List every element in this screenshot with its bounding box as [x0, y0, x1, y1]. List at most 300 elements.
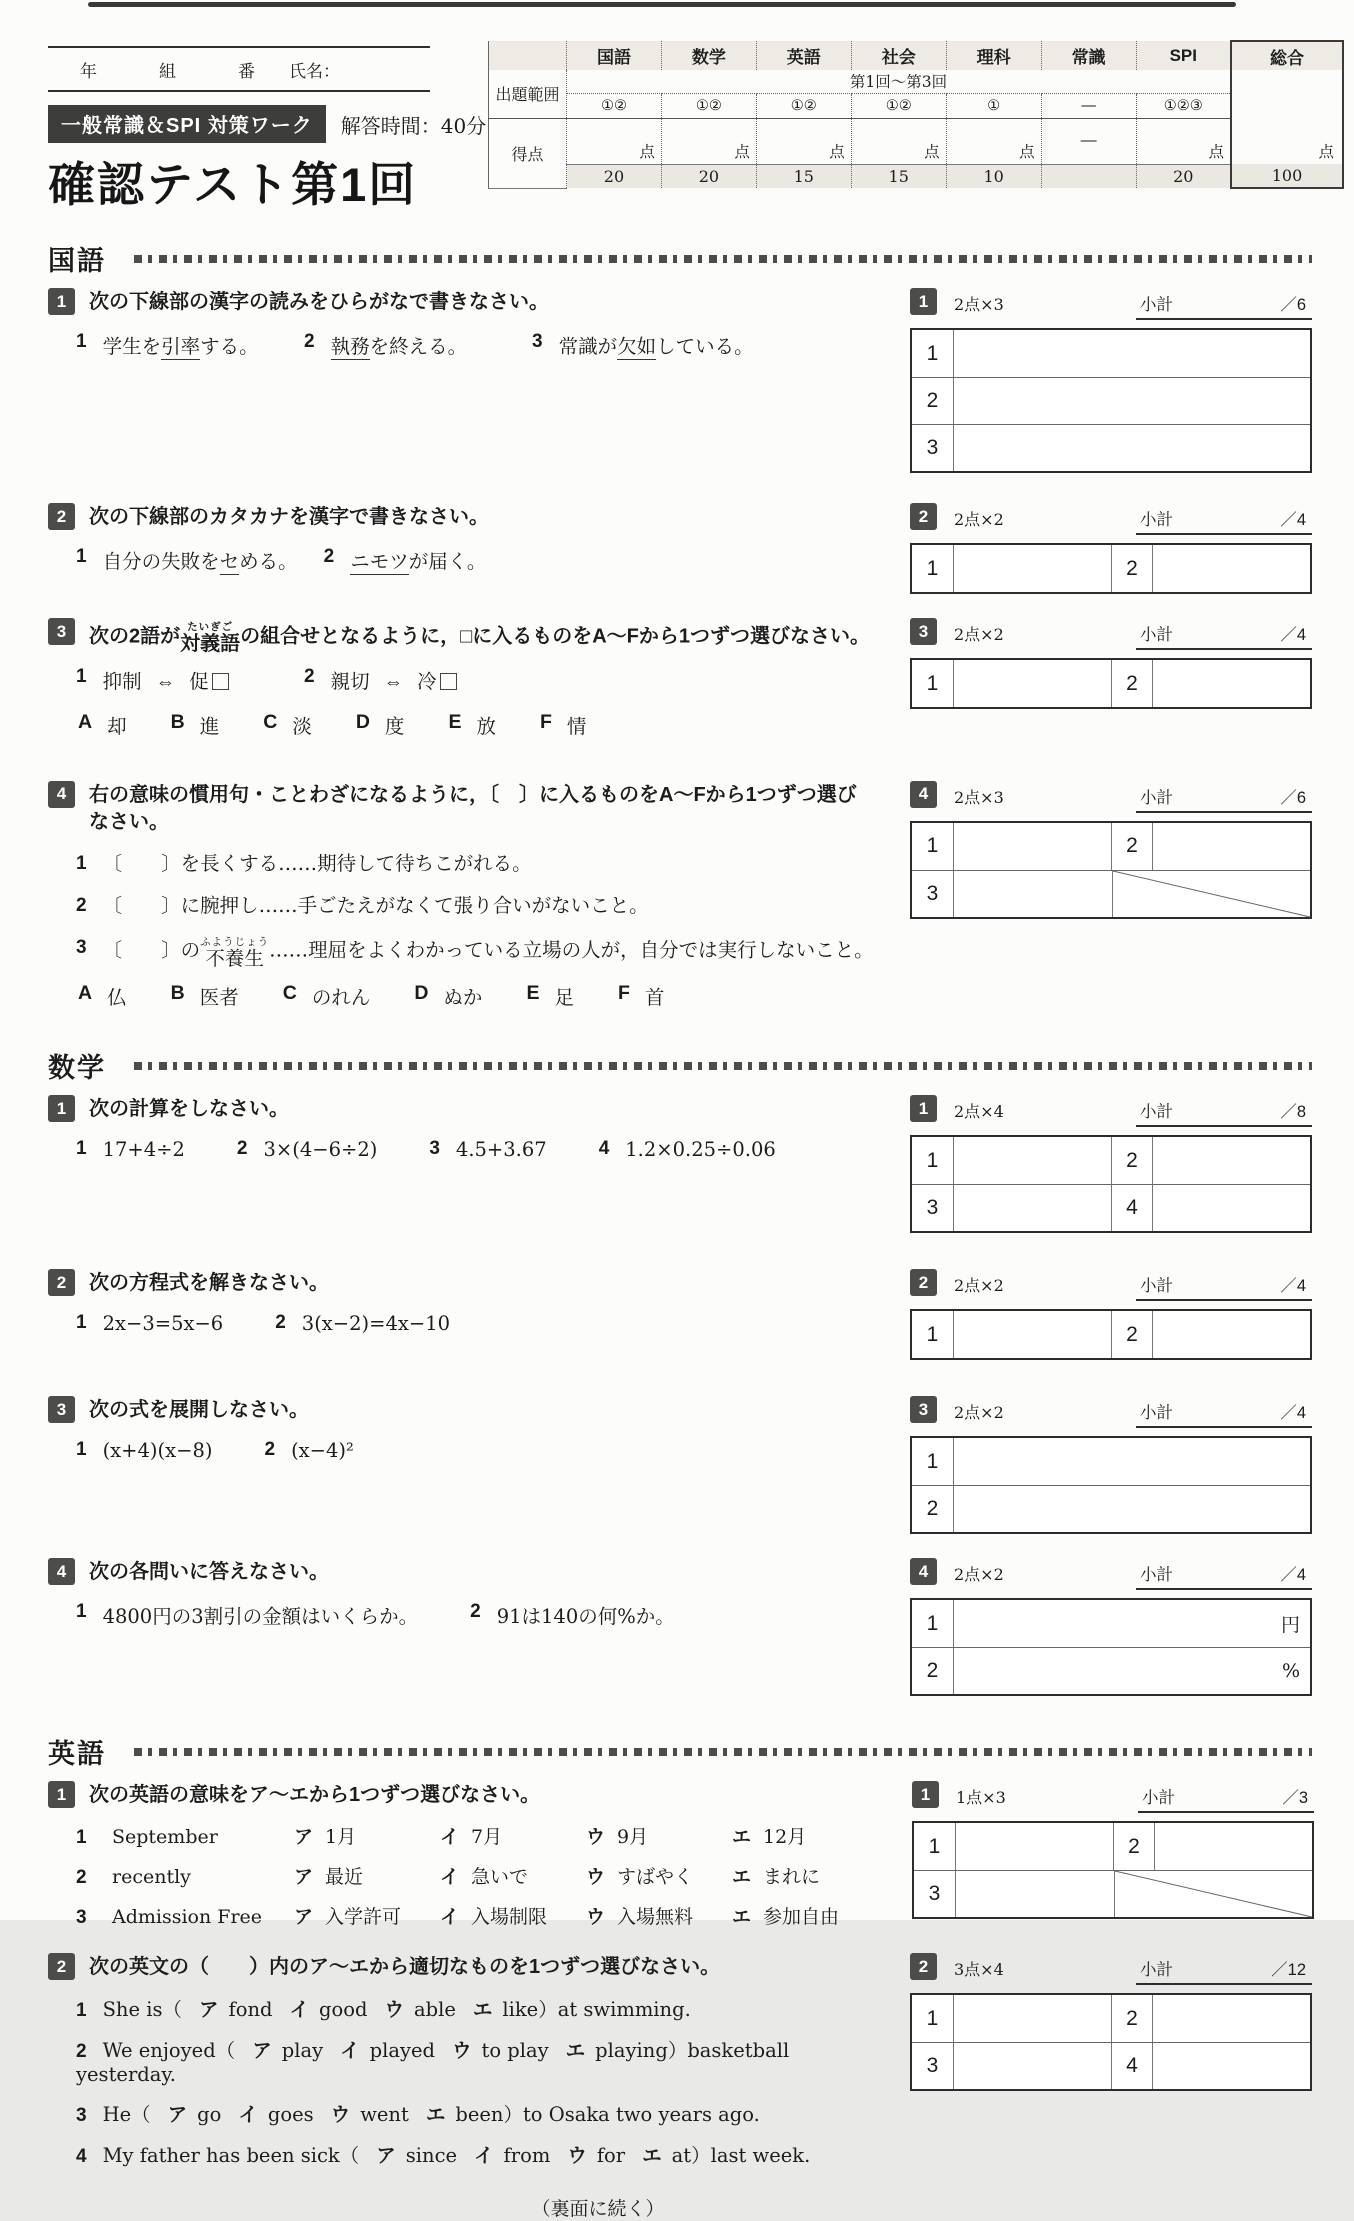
math-q2 [48, 1269, 910, 1335]
answer-box-math-4 [910, 1558, 1312, 1696]
question-prompt: 次の英語の意味をア〜エから1つずつ選びなさい。 [89, 1784, 541, 1807]
cell-label: 3 [912, 1185, 954, 1231]
score-row-label: 得点 [489, 118, 567, 188]
kokugo-q3-group [48, 618, 1312, 739]
blank-box [440, 673, 457, 690]
answer-grid [910, 658, 1312, 709]
question-number-badge: 4 [48, 781, 75, 808]
subject-header: SPI [1136, 41, 1231, 70]
score-input-cell[interactable]: 点 [567, 118, 662, 164]
answer-cell[interactable] [954, 823, 1111, 870]
cell-label: 3 [912, 871, 954, 917]
range-mark: ①② [756, 93, 851, 118]
subtotal-outof: ／12 [1271, 1961, 1306, 1980]
choice: F 情 [539, 710, 587, 738]
answer-box-number: 1 [912, 1781, 939, 1808]
total-header: 総合 [1231, 41, 1343, 70]
max-points [1041, 164, 1136, 188]
answer-box-number: 2 [910, 1269, 937, 1296]
subtotal-label: 小計 [1140, 511, 1173, 529]
answer-cell[interactable] [1153, 1137, 1310, 1184]
question-prompt: 次の計算をしなさい。 [89, 1098, 289, 1121]
item-number: 2 [323, 546, 335, 567]
answer-box-kokugo-4 [910, 781, 1312, 919]
underlined-katakana: ニモツ [350, 550, 409, 573]
subtotal-outof: ／4 [1280, 1277, 1306, 1296]
subtotal-label: 小計 [1140, 1961, 1173, 1980]
cell-label: 1 [912, 660, 954, 707]
question-number-badge: 2 [48, 1269, 75, 1296]
math-q1 [48, 1095, 910, 1161]
subtotal-label: 小計 [1140, 626, 1173, 644]
choice-row [78, 982, 876, 1010]
kokugo-q2 [48, 503, 910, 574]
choice: イ 入場制限 [440, 1906, 548, 1929]
answer-box-number: 1 [910, 288, 937, 315]
answer-box-kokugo-3 [910, 618, 1312, 709]
year-label: 年 [80, 62, 97, 81]
choice: B 進 [170, 710, 220, 738]
item-text: 自分の失敗をセめる。 [102, 550, 298, 573]
question-prompt: 次の式を展開しなさい。 [89, 1399, 309, 1422]
subtotal-outof: ／4 [1280, 626, 1306, 644]
question-items [76, 1138, 876, 1161]
choice: ア 入学許可 [294, 1906, 402, 1929]
choice: F 首 [617, 982, 665, 1010]
unit-label: % [1281, 1660, 1300, 1683]
question-number-badge: 4 [48, 1558, 75, 1585]
choice: C のれん [282, 982, 371, 1010]
blank-box [212, 673, 229, 690]
question-items [76, 1439, 876, 1462]
choice: C 淡 [263, 710, 312, 738]
math-q3-group [48, 1396, 1312, 1534]
answer-grid [910, 1598, 1312, 1696]
answer-cell[interactable] [1153, 2043, 1310, 2089]
score-input-cell[interactable]: 点 [756, 118, 851, 164]
kokugo-q1-group [48, 288, 1312, 473]
subtotal-label: 小計 [1140, 1566, 1173, 1585]
question-number-badge: 1 [48, 1781, 75, 1808]
cell-label: 1 [912, 545, 954, 592]
cell-label: 1 [912, 1137, 954, 1184]
points-note: 2点×4 [954, 1102, 1004, 1122]
cell-label: 2 [1113, 1823, 1155, 1870]
workbook-badge: 一般常識＆SPI 対策ワーク [48, 105, 326, 143]
question-prompt: 次の英文の（ ）内のア〜エから適切なものを1つずつ選びなさい。 [89, 1956, 721, 1979]
dotted-rule [134, 1748, 1312, 1756]
ruby-word: ふようじょう 不養生 [200, 936, 270, 970]
score-input-cell[interactable]: 点 [661, 118, 756, 164]
item-text: 〔 〕を長くする……期待して待ちこがれる。 [102, 851, 532, 875]
question-prompt: 右の意味の慣用句・ことわざになるように，〔 〕に入るものをA〜Fから1つずつ選びなさい。 [89, 783, 857, 833]
math-q4 [48, 1558, 910, 1629]
dotted-rule [134, 1062, 1312, 1070]
choice: エ 参加自由 [732, 1906, 840, 1929]
cell-label: 3 [912, 2043, 954, 2089]
answer-cell[interactable] [956, 1871, 1114, 1917]
item-text: 〔 〕に腕押し……手ごたえがなくて張り合いがないこと。 [102, 893, 649, 917]
underlined-kanji: 欠如 [617, 335, 657, 358]
question-prompt: 次の下線部のカタカナを漢字で書きなさい。 [89, 506, 489, 528]
sub-question: 1 17+4÷2 [76, 1138, 185, 1162]
subject-header: 常識 [1041, 41, 1136, 70]
choice: ウ すばやく [586, 1866, 694, 1889]
answer-box-math-1 [910, 1095, 1312, 1233]
math-q2-group [48, 1269, 1312, 1360]
sub-question: 1 September ア 1月 イ 7月 ウ 9月 エ 12月 [76, 1822, 878, 1849]
cell-label: 2 [912, 1486, 954, 1532]
choice: ウ 9月 [586, 1826, 649, 1849]
item-text: ニモツが届く。 [350, 550, 487, 573]
furigana: ふようじょう [200, 936, 270, 949]
answer-cell[interactable] [954, 1137, 1111, 1184]
subtotal-outof: ／8 [1280, 1103, 1306, 1122]
math-expression: 3(x−2)=4x−10 [301, 1312, 451, 1336]
answer-cell[interactable] [1155, 1823, 1312, 1870]
item-text: 親切 ⇔ 冷 [331, 666, 457, 694]
math-expression: (x−4)² [291, 1439, 354, 1463]
score-input-cell[interactable]: 点 [1136, 118, 1231, 164]
max-points: 10 [946, 164, 1041, 188]
answer-cell[interactable] [1153, 1185, 1310, 1231]
question-number-badge: 1 [48, 1095, 75, 1122]
answer-box-number: 4 [910, 1558, 937, 1585]
kokugo-q3 [48, 618, 910, 739]
choice: ア 1月 [294, 1826, 357, 1849]
sub-question: 1 She is（ ア fond イ good ウ able エ like）at swimming. [76, 1998, 691, 2022]
choice: エ 12月 [732, 1826, 807, 1849]
answer-box-kokugo-2 [910, 503, 1312, 594]
subtotal-outof: ／4 [1280, 1404, 1306, 1423]
question-items [76, 1312, 876, 1335]
subtotal-outof: ／6 [1280, 788, 1306, 807]
math-q1-group [48, 1095, 1312, 1233]
sub-question: 2 91は140の何%か。 [470, 1601, 675, 1629]
subtotal-label: 小計 [1140, 788, 1173, 807]
choice: イ 7月 [440, 1826, 503, 1849]
answer-cell[interactable] [954, 378, 1310, 424]
english-q1-group [48, 1781, 1312, 1929]
section-title: 国語 [48, 246, 106, 276]
choice: D ぬか [414, 982, 483, 1010]
continue-note: （裏面に続く） [531, 2199, 665, 2221]
kokugo-q2-group [48, 503, 1312, 594]
total-max-points: 100 [1231, 164, 1343, 188]
score-input-cell[interactable]: 点 [946, 118, 1041, 164]
cell-label: 2 [1111, 1137, 1153, 1184]
sub-question [76, 331, 304, 359]
answer-grid [910, 328, 1312, 473]
question-number-badge: 3 [48, 1396, 75, 1423]
section-english-header [48, 1732, 1312, 1771]
score-input-cell[interactable]: 点 [851, 118, 946, 164]
points-note: 2点×2 [954, 1565, 1004, 1585]
number-label: 番 [238, 62, 255, 81]
max-points: 15 [756, 164, 851, 188]
sub-question: 4 1.2×0.25÷0.06 [598, 1138, 776, 1162]
sub-question [324, 546, 552, 574]
choice: A 却 [78, 710, 127, 738]
crossed-out-cell [1112, 871, 1310, 917]
range-mark: — [1041, 93, 1136, 118]
answer-grid [910, 543, 1312, 594]
subtotal-label: 小計 [1142, 1789, 1175, 1808]
subtotal [1136, 1558, 1312, 1590]
section-kokugo-header [48, 239, 1312, 278]
ruby-word: たいぎご 対義語 [180, 621, 241, 655]
kokugo-q1 [48, 288, 910, 359]
subtotal-outof: ／4 [1280, 1566, 1306, 1585]
choice: エ まれに [732, 1866, 821, 1889]
score-table-corner [489, 41, 567, 70]
sub-question [304, 331, 532, 359]
item-text: 4800円の3割引の金額はいくらか。 [102, 1605, 419, 1629]
question-items [76, 331, 876, 359]
question-prompt: 次の方程式を解きなさい。 [89, 1272, 329, 1295]
question-number-badge: 3 [48, 618, 75, 645]
points-note: 1点×3 [956, 1788, 1006, 1808]
subtotal [1138, 1781, 1314, 1813]
sub-question [304, 666, 532, 694]
sub-question [532, 331, 780, 359]
answer-cell[interactable] [954, 660, 1111, 707]
cell-label: 1 [912, 1311, 954, 1358]
question-number-badge: 2 [48, 1953, 75, 1980]
kokugo-q4-group [48, 781, 1312, 1011]
subtotal-outof: ／3 [1282, 1789, 1308, 1808]
max-points: 15 [851, 164, 946, 188]
answer-grid [910, 1135, 1312, 1233]
answer-cell[interactable] [954, 1995, 1111, 2042]
section-title: 数学 [48, 1053, 106, 1084]
item-number: 2 [304, 331, 315, 352]
item-text: 91は140の何%か。 [496, 1605, 675, 1629]
sub-question: 3 4.5+3.67 [429, 1138, 547, 1162]
english-q2 [48, 1953, 910, 2168]
item-number: 2 [304, 665, 315, 687]
question-prompt: 次の下線部の漢字の読みをひらがなで書きなさい。 [89, 291, 549, 313]
max-points: 20 [1136, 164, 1231, 188]
sub-question: 4 My father has been sick（ ア since イ from ウ for エ at）last week. [76, 2144, 811, 2168]
subject-header: 国語 [567, 41, 662, 70]
cell-label: 2 [1111, 660, 1153, 707]
cell-label: 2 [1111, 1311, 1153, 1358]
subtotal [1136, 781, 1312, 813]
answer-cell[interactable] [954, 2043, 1111, 2089]
range-mark: ①② [661, 93, 756, 118]
cell-label: 2 [1111, 1995, 1153, 2042]
answer-box-english-2 [910, 1953, 1312, 2091]
answer-cell[interactable] [1153, 823, 1310, 870]
furigana: たいぎご [187, 621, 234, 633]
subtotal [1136, 1396, 1312, 1428]
choice-row [78, 711, 876, 739]
item-text: 執務を終える。 [330, 335, 468, 358]
total-point-cell: 点 [1231, 70, 1343, 164]
question-items [76, 546, 876, 574]
answer-cell[interactable] [954, 545, 1111, 592]
underlined-kanji: 引率 [161, 335, 201, 358]
answer-box-number: 3 [910, 618, 937, 645]
range-mark: ①② [851, 93, 946, 118]
cell-label: 3 [914, 1871, 956, 1917]
item-number: 3 [76, 937, 87, 959]
item-text: 学生を引率する。 [102, 335, 259, 358]
choice: ウ 入場無料 [586, 1906, 694, 1929]
sub-question [76, 666, 304, 694]
cell-label: 4 [1111, 1185, 1153, 1231]
cell-label: 2 [1111, 823, 1153, 870]
answer-box-number: 1 [910, 1095, 937, 1122]
cell-label: 2 [1111, 545, 1153, 592]
kokugo-q4 [48, 781, 910, 1011]
sub-question [76, 934, 876, 970]
subtotal [1136, 1953, 1312, 1985]
answer-cell-with-unit[interactable] [954, 1648, 1310, 1694]
item-number: 1 [76, 546, 87, 567]
choice: B 医者 [170, 982, 239, 1010]
sub-question: 2 recently ア 最近 イ 急いで ウ すばやく エ まれに [76, 1862, 878, 1889]
cell-label: 2 [912, 378, 954, 424]
cell-label: 1 [912, 823, 954, 870]
points-note: 2点×2 [954, 1276, 1004, 1296]
answer-box-number: 3 [910, 1396, 937, 1423]
range-mark: ①② [567, 93, 662, 118]
item-text: 常識が欠如している。 [558, 335, 754, 358]
answer-cell[interactable] [954, 330, 1310, 377]
answer-cell[interactable] [1153, 1995, 1310, 2042]
math-q3 [48, 1396, 910, 1462]
cell-label: 1 [912, 1438, 954, 1485]
sub-question: 2 (x−4)² [264, 1439, 354, 1463]
unit-label: 円 [1280, 1614, 1300, 1637]
max-points: 20 [567, 164, 662, 188]
subtotal-outof: ／6 [1280, 296, 1306, 314]
math-expression: 17+4÷2 [102, 1138, 185, 1162]
underlined-katakana: セ [219, 550, 240, 573]
answer-grid [910, 1436, 1312, 1534]
math-expression: 1.2×0.25÷0.06 [625, 1138, 776, 1162]
answer-cell[interactable] [1153, 545, 1310, 592]
item-number: 1 [76, 331, 87, 352]
subtotal-label: 小計 [1140, 1404, 1173, 1423]
answer-box-number: 2 [910, 503, 937, 530]
question-prompt: 次の各問いに答えなさい。 [89, 1561, 329, 1584]
choice: イ 急いで [440, 1866, 529, 1889]
choice: E 放 [448, 710, 496, 738]
section-math-header [48, 1046, 1312, 1085]
choice: E 足 [526, 982, 574, 1010]
dotted-rule [134, 255, 1312, 263]
subtotal-label: 小計 [1140, 296, 1173, 314]
choice: ア 最近 [294, 1866, 364, 1889]
answer-cell[interactable] [954, 1311, 1111, 1358]
cell-label: 1 [912, 1995, 954, 2042]
item-number: 1 [76, 852, 87, 874]
answer-cell[interactable] [954, 1185, 1111, 1231]
section-title: 英語 [48, 1739, 106, 1770]
subtotal [1136, 618, 1312, 650]
subject-header: 英語 [756, 41, 851, 70]
sub-question: 1 (x+4)(x−8) [76, 1439, 213, 1463]
points-note: 2点×2 [954, 510, 1004, 529]
answer-cell[interactable] [956, 1823, 1113, 1870]
sub-question: 3 Admission Free ア 入学許可 イ 入場制限 ウ 入場無料 エ 参加自由 [76, 1902, 878, 1929]
subject-header: 理科 [946, 41, 1041, 70]
cell-label: 4 [1111, 2043, 1153, 2089]
answer-cell[interactable] [954, 1438, 1310, 1485]
item-number: 1 [76, 665, 87, 687]
answer-cell[interactable] [1153, 1311, 1310, 1358]
points-note: 2点×2 [954, 1403, 1004, 1423]
sub-question: 3 He（ ア go イ goes ウ went エ been）to Osaka two years ago. [76, 2103, 760, 2127]
english-word: September [112, 1826, 218, 1849]
item-text: 〔 〕の ふようじょう 不養生 ……理屈をよくわかっている立場の人が，自分では実行しないこと。 [102, 936, 874, 970]
max-points: 20 [661, 164, 756, 188]
math-expression: 2x−3=5x−6 [102, 1312, 224, 1336]
name-label: 氏名： [289, 62, 340, 81]
answer-grid [910, 1309, 1312, 1360]
points-note: 2点×2 [954, 625, 1004, 644]
english-word: Admission Free [112, 1906, 263, 1929]
english-word: recently [112, 1866, 191, 1889]
math-expression: 3×(4−6÷2) [263, 1138, 378, 1162]
points-note: 2点×3 [954, 295, 1004, 314]
student-name-field[interactable] [48, 46, 430, 92]
english-q2-group [48, 1953, 1312, 2168]
score-table [488, 40, 1344, 189]
answer-box-kokugo-1 [910, 288, 1312, 473]
class-label: 組 [159, 62, 176, 81]
subtotal-label: 小計 [1140, 1103, 1173, 1122]
cell-label: 1 [912, 1600, 954, 1647]
page-header [0, 0, 1354, 215]
sub-question: 1 4800円の3割引の金額はいくらか。 [76, 1601, 419, 1629]
crossed-out-cell [1114, 1871, 1312, 1917]
choice: D 度 [355, 710, 405, 738]
answer-box-math-2 [910, 1269, 1312, 1360]
choice: A 仏 [78, 982, 127, 1010]
item-text: 抑制 ⇔ 促 [103, 666, 229, 694]
sub-question: 2 3(x−2)=4x−10 [275, 1312, 451, 1336]
answer-cell-with-unit[interactable] [954, 1600, 1310, 1647]
math-q4-group [48, 1558, 1312, 1696]
subtotal [1136, 288, 1312, 320]
answer-cell[interactable] [1153, 660, 1310, 707]
cell-label: 1 [914, 1823, 956, 1870]
item-number: 2 [76, 894, 87, 916]
range-mark: ① [946, 93, 1041, 118]
cell-label: 3 [912, 425, 954, 471]
answer-cell[interactable] [954, 425, 1310, 471]
subtotal-label: 小計 [1140, 1277, 1173, 1296]
answer-cell[interactable] [954, 1486, 1310, 1532]
subject-header: 数学 [661, 41, 756, 70]
answer-box-number: 2 [910, 1953, 937, 1980]
score-dash-cell: — [1041, 118, 1136, 164]
subtotal-outof: ／4 [1280, 511, 1306, 529]
english-q1 [48, 1781, 912, 1929]
question-items [76, 666, 876, 694]
range-row-label: 出題範囲 [489, 70, 567, 118]
answer-box-number: 4 [910, 781, 937, 808]
question-number-badge: 1 [48, 288, 75, 315]
sub-question [76, 850, 876, 878]
sub-question [76, 892, 876, 920]
answer-cell[interactable] [954, 871, 1112, 917]
answer-box-english-1 [912, 1781, 1314, 1919]
